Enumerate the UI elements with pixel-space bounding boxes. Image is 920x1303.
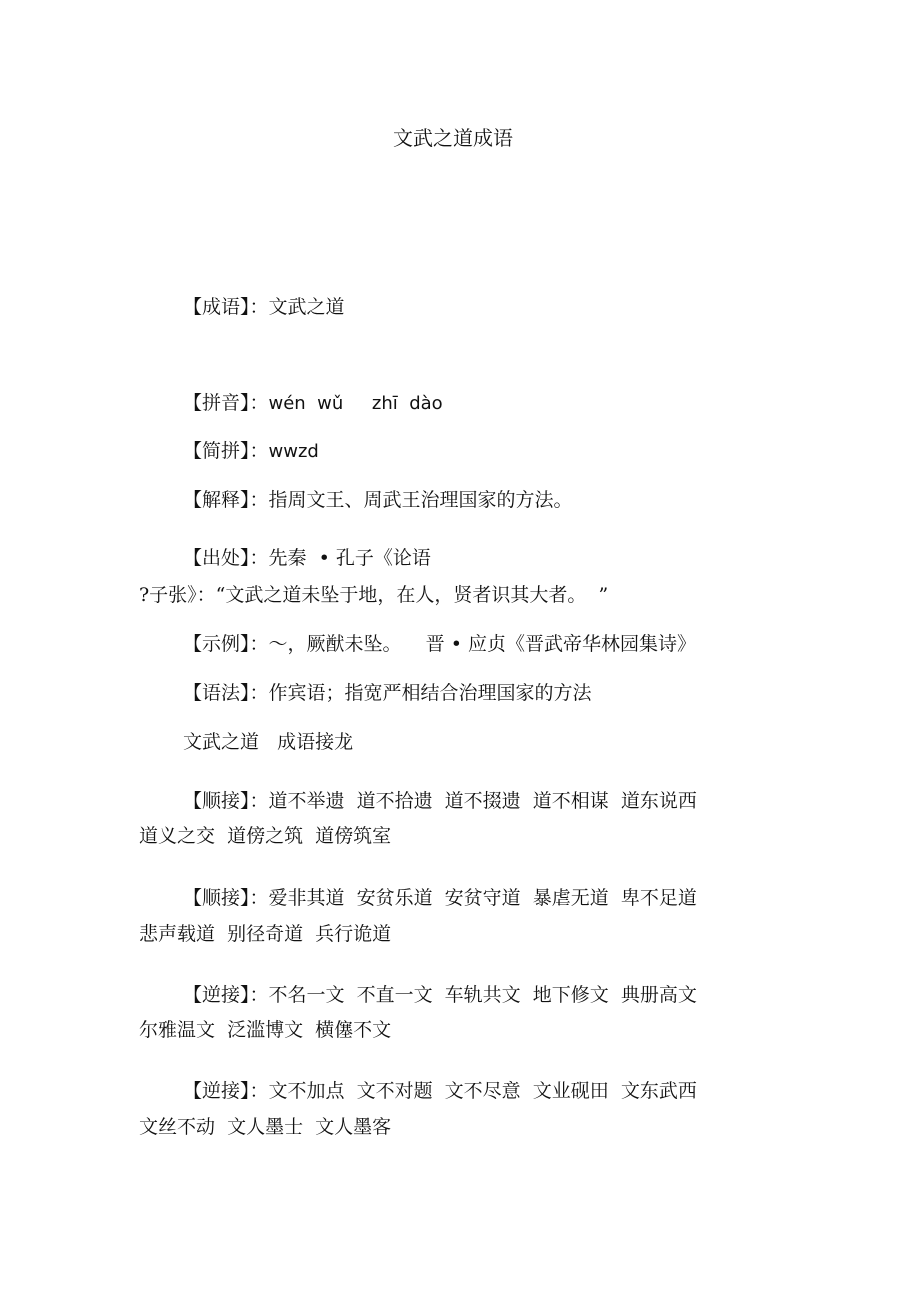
entry-jieshi: [183, 486, 573, 514]
entry-chuchu: [183, 544, 431, 572]
jielong-label: 【逆接】：: [183, 1080, 269, 1102]
jielong-line: [183, 981, 697, 1009]
entry-label: 【语法】：: [183, 682, 269, 704]
jielong-line: [183, 787, 697, 815]
jielong-words: 文不加点 文不对题 文不尽意 文业砚田 文东武西: [268, 1080, 697, 1102]
jielong-line: [183, 1077, 697, 1105]
jielong-label: 【顺接】：: [183, 790, 269, 812]
jielong-line-continued: 道义之交 道傍之筑 道傍筑室: [139, 825, 392, 847]
entry-jianpin: [183, 437, 319, 466]
jielong-words: 爱非其道 安贫乐道 安贫守道 暴虐无道 卑不足道: [268, 887, 697, 909]
entry-label: 【简拼】：: [183, 440, 269, 462]
entry-label: 【拼音】：: [183, 392, 269, 414]
entry-label: 【出处】：: [183, 547, 269, 569]
entry-value: wwzd: [268, 441, 319, 462]
jielong-words: 道不举遗 道不拾遗 道不掇遗 道不相谋 道东说西: [268, 790, 697, 812]
entry-chengyu: [183, 293, 345, 321]
page-title: 文武之道成语: [393, 126, 513, 150]
jielong-label: 【顺接】：: [183, 887, 269, 909]
entry-label: 【成语】：: [183, 296, 269, 318]
entry-chuchu-continued: ?子张》：“文武之道未坠于地，在人，贤者识其大者。 ”: [139, 584, 609, 606]
entry-value: 指周文王、周武王治理国家的方法。: [268, 489, 573, 511]
entry-value: 文武之道: [268, 296, 345, 318]
entry-value: 作宾语；指宽严相结合治理国家的方法: [268, 682, 592, 704]
entry-pinyin: [183, 389, 443, 418]
jielong-words: 不名一文 不直一文 车轨共文 地下修文 典册高文: [268, 984, 697, 1006]
entry-label: 【示例】：: [183, 633, 269, 655]
entry-value: 先秦 • 孔子《论语: [268, 547, 431, 569]
entry-value: ～，厥猷未坠。 晋 • 应贞《晋武帝华林园集诗》: [268, 633, 696, 655]
entry-yufa: [183, 679, 592, 707]
jielong-line-continued: 尔雅温文 泛滥博文 横僿不文: [139, 1019, 392, 1041]
section-heading-jielong: 文武之道 成语接龙: [183, 731, 354, 753]
entry-label: 【解释】：: [183, 489, 269, 511]
jielong-line-continued: 悲声载道 别径奇道 兵行诡道: [139, 923, 392, 945]
entry-value: wén wǔ zhī dào: [268, 393, 443, 414]
jielong-label: 【逆接】：: [183, 984, 269, 1006]
jielong-line: [183, 884, 697, 912]
jielong-line-continued: 文丝不动 文人墨士 文人墨客: [139, 1116, 392, 1138]
entry-shili: [183, 630, 696, 658]
